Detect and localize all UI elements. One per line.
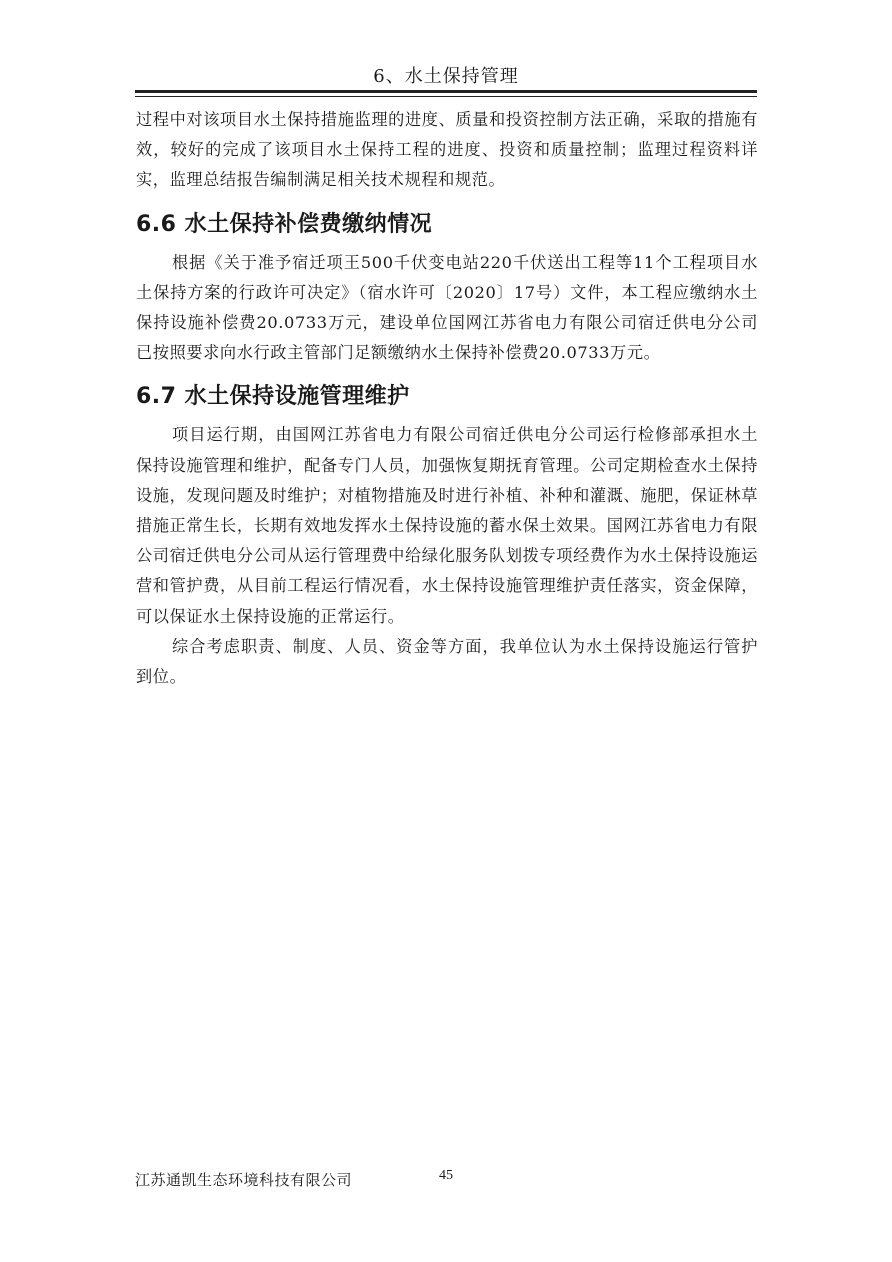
- section-6-7-heading: 6.7 水土保持设施管理维护: [136, 384, 410, 410]
- section-6-7-paragraph-2: 综合考虑职责、制度、人员、资金等方面，我单位认为水土保持设施运行管护到位。: [136, 636, 758, 687]
- section-6-6-heading: 6.6 水土保持补偿费缴纳情况: [136, 211, 433, 237]
- page-content: [136, 105, 758, 692]
- footer-company-name: 江苏通凯生态环境科技有限公司: [135, 1171, 353, 1189]
- header-rule-thin: [135, 96, 757, 97]
- section-6-6-paragraph: 根据《关于准予宿迁项王500千伏变电站220千伏送出工程等11个工程项目水土保持方案的行政许可决定》（宿水许可〔2020〕17号）文件，本工程应缴纳水土保持设施补偿费20.0733万元，建设单位国网江苏省电力有限公司宿迁供电分公司已按照要求向水行政主管部门足额缴纳水土保持补偿费20.0733万元。: [136, 252, 758, 363]
- running-header-title: 6、水土保持管理: [373, 66, 519, 87]
- page-number: 45: [439, 1168, 453, 1183]
- section-6-7-paragraph-1: 项目运行期，由国网江苏省电力有限公司宿迁供电分公司运行检修部承担水土保持设施管理和维护，配备专门人员，加强恢复期抚育管理。公司定期检查水土保持设施，发现问题及时维护；对植物措施及时进行补植、补种和灌溉、施肥，保证林草措施正常生长，长期有效地发挥水土保持设施的蓄水保土效果。国网江苏省电力有限公司宿迁供电分公司从运行管理费中给绿化服务队划拨专项经费作为水土保持设施运营和管护费，从目前工程运行情况看，水土保持设施管理维护责任落实，资金保障，可以保证水土保持设施的正常运行。: [136, 425, 758, 626]
- intro-paragraph: 过程中对该项目水土保持措施监理的进度、质量和投资控制方法正确，采取的措施有效，较好的完成了该项目水土保持工程的进度、投资和质量控制；监理过程资料详实，监理总结报告编制满足相关技术规程和规范。: [136, 110, 758, 190]
- header-rule-thick: [135, 90, 757, 93]
